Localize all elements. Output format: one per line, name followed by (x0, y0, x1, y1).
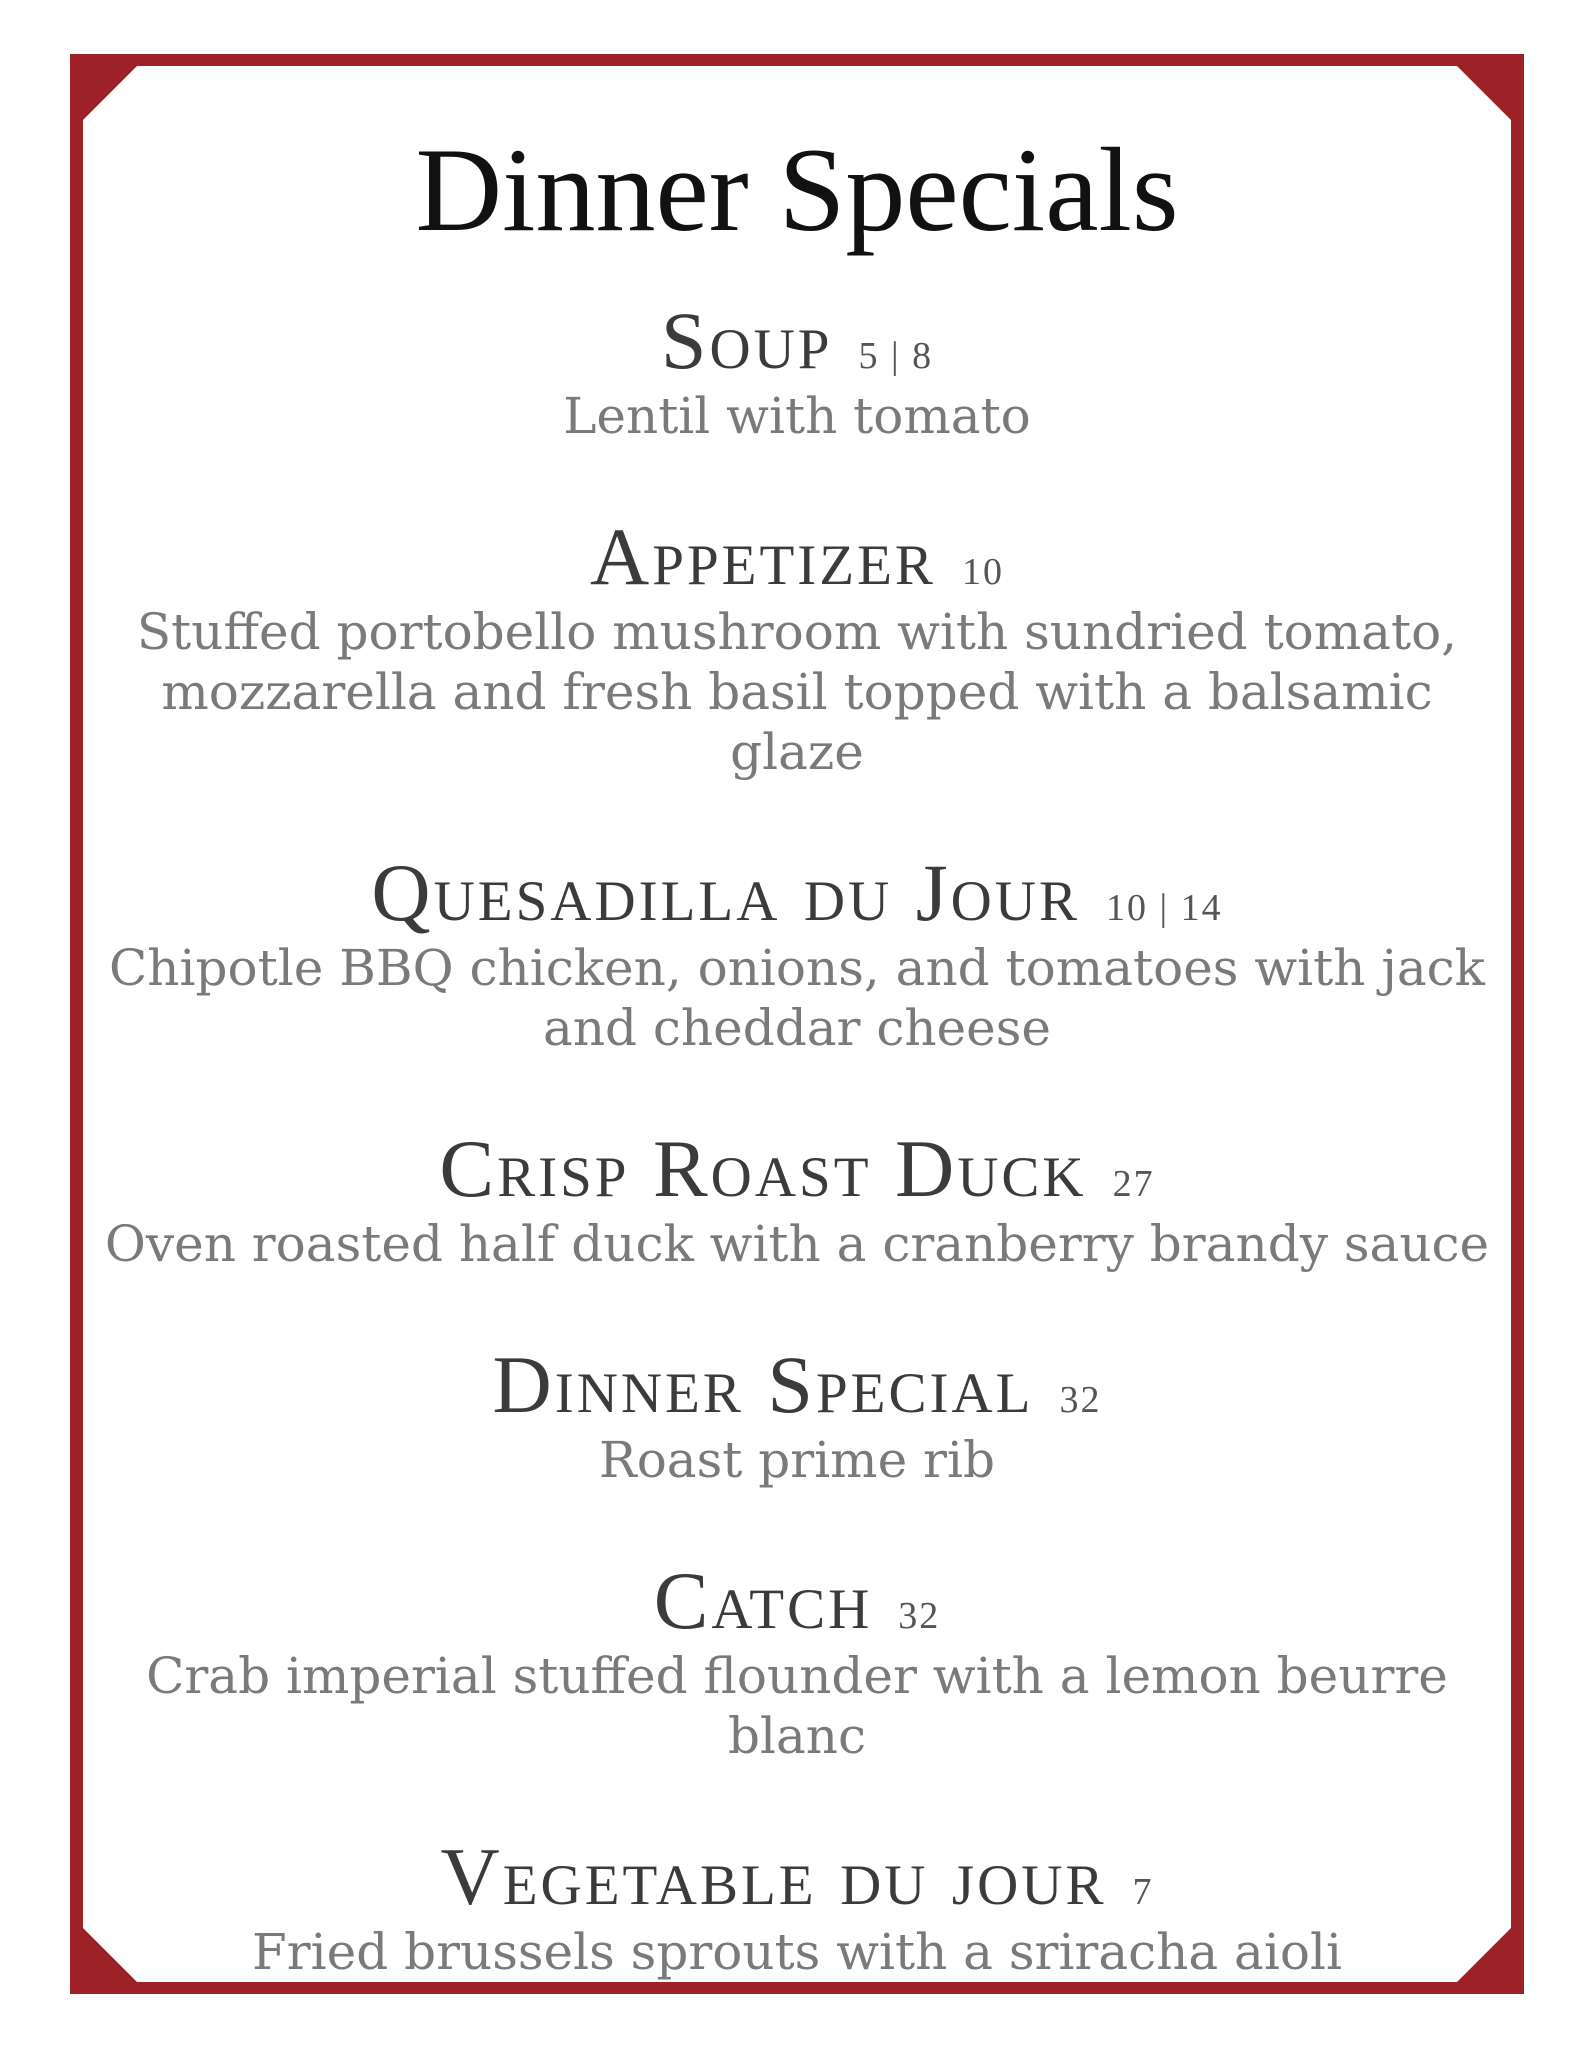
item-description: Fried brussels sprouts with a sriracha aioli (252, 1923, 1342, 1981)
menu-item-duck (83, 1123, 1511, 1274)
item-price: 27 (1112, 1163, 1155, 1205)
menu-item-catch (83, 1555, 1511, 1766)
item-price: 32 (1059, 1379, 1102, 1421)
item-name: Catch (653, 1555, 873, 1646)
item-description: Crab imperial stuffed flounder with a lemon beurre blanc (146, 1647, 1448, 1765)
item-price: 32 (898, 1595, 941, 1637)
menu-content (83, 66, 1511, 2052)
item-price: 10 | 14 (1105, 887, 1223, 929)
item-name: Quesadilla du Jour (371, 847, 1080, 938)
item-price: 7 (1132, 1871, 1154, 1913)
item-price: 10 (961, 551, 1004, 593)
menu-item-soup (83, 295, 1511, 446)
menu-item-vegetable (83, 1831, 1511, 1982)
menu-item-quesadilla (83, 847, 1511, 1058)
item-description: Roast prime rib (599, 1431, 995, 1489)
item-description: Chipotle BBQ chicken, onions, and tomatoes with jack and cheddar cheese (109, 939, 1485, 1057)
item-description: Oven roasted half duck with a cranberry brandy sauce (104, 1215, 1490, 1273)
menu-item-appetizer (83, 511, 1511, 782)
item-name: Dinner Special (492, 1339, 1034, 1430)
item-name: Vegetable du jour (440, 1831, 1107, 1922)
item-name: Crisp Roast Duck (439, 1123, 1087, 1214)
item-description: Stuffed portobello mushroom with sundried tomato, mozzarella and fresh basil topped with a balsamic glaze (136, 603, 1458, 781)
item-description: Lentil with tomato (563, 387, 1031, 445)
item-name: Soup (660, 295, 833, 386)
item-price: 5 | 8 (858, 335, 934, 377)
menu-title: Dinner Specials (415, 123, 1179, 256)
menu-item-dinner-special (83, 1339, 1511, 1490)
item-name: Appetizer (590, 511, 936, 602)
